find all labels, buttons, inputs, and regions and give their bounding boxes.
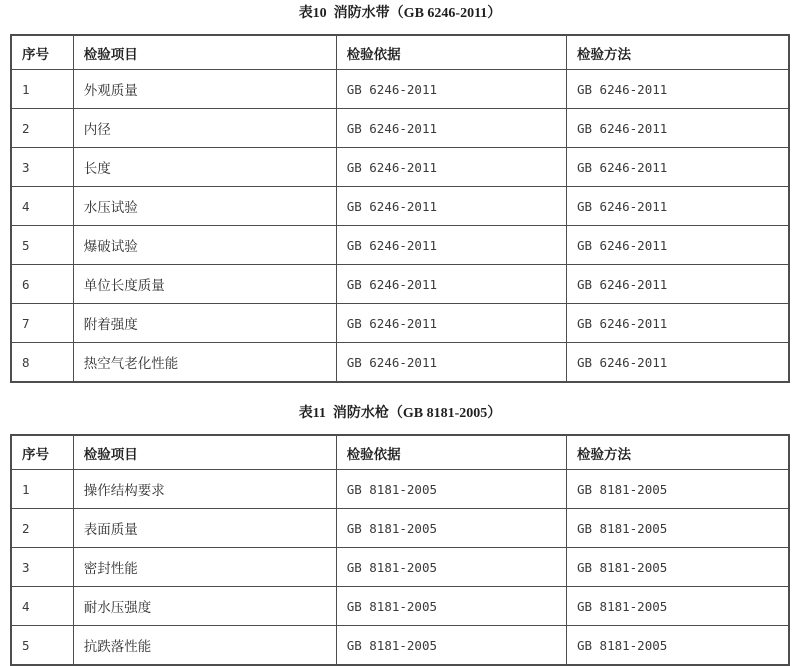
table-cell: GB 6246-2011 xyxy=(336,148,566,187)
table-row xyxy=(11,548,789,587)
table-cell: 2 xyxy=(11,509,73,548)
table-cell: GB 6246-2011 xyxy=(336,304,566,343)
table-cell: GB 8181-2005 xyxy=(336,626,566,666)
table-row xyxy=(11,509,789,548)
table-row xyxy=(11,109,789,148)
table-cell: 水压试验 xyxy=(73,187,336,226)
table-cell: GB 6246-2011 xyxy=(566,148,789,187)
table-cell: 外观质量 xyxy=(73,70,336,109)
table-cell: 附着强度 xyxy=(73,304,336,343)
table-cell: GB 8181-2005 xyxy=(336,470,566,509)
column-header: 检验依据 xyxy=(336,435,566,470)
table-cell: GB 6246-2011 xyxy=(336,70,566,109)
table-title: 表10 消防水带（GB 6246-2011） xyxy=(298,6,502,21)
table-cell: 单位长度质量 xyxy=(73,265,336,304)
column-header: 序号 xyxy=(11,35,73,70)
header-row xyxy=(11,435,789,470)
table-cell: GB 8181-2005 xyxy=(336,509,566,548)
table-cell: 1 xyxy=(11,470,73,509)
table-row xyxy=(11,226,789,265)
inspection-table-fire-hose xyxy=(10,34,790,383)
table-cell: GB 6246-2011 xyxy=(566,265,789,304)
table-cell: GB 6246-2011 xyxy=(566,226,789,265)
table-cell: 热空气老化性能 xyxy=(73,343,336,383)
table-row xyxy=(11,470,789,509)
table-cell: GB 6246-2011 xyxy=(336,109,566,148)
table-cell: GB 8181-2005 xyxy=(566,470,789,509)
table-cell: 2 xyxy=(11,109,73,148)
table-row xyxy=(11,626,789,666)
table-cell: GB 6246-2011 xyxy=(336,187,566,226)
table-cell: GB 8181-2005 xyxy=(336,548,566,587)
table-cell: 7 xyxy=(11,304,73,343)
table-row xyxy=(11,587,789,626)
table-cell: 密封性能 xyxy=(73,548,336,587)
table-cell: 操作结构要求 xyxy=(73,470,336,509)
table-cell: 抗跌落性能 xyxy=(73,626,336,666)
table-cell: GB 8181-2005 xyxy=(566,587,789,626)
table-cell: GB 8181-2005 xyxy=(336,587,566,626)
table-cell: GB 6246-2011 xyxy=(566,187,789,226)
table-row xyxy=(11,265,789,304)
column-header: 检验方法 xyxy=(566,435,789,470)
table-cell: GB 6246-2011 xyxy=(566,70,789,109)
table-cell: 8 xyxy=(11,343,73,383)
table-cell: GB 6246-2011 xyxy=(336,226,566,265)
table-row xyxy=(11,343,789,383)
header-row xyxy=(11,35,789,70)
table-cell: GB 6246-2011 xyxy=(566,304,789,343)
table-cell: 5 xyxy=(11,626,73,666)
table-cell: 表面质量 xyxy=(73,509,336,548)
table-cell: 内径 xyxy=(73,109,336,148)
table-cell: GB 8181-2005 xyxy=(566,626,789,666)
column-header: 检验项目 xyxy=(73,435,336,470)
column-header: 检验方法 xyxy=(566,35,789,70)
table-cell: GB 8181-2005 xyxy=(566,548,789,587)
table-cell: GB 6246-2011 xyxy=(336,343,566,383)
table-section-fire-nozzle xyxy=(10,405,790,666)
table-cell: GB 8181-2005 xyxy=(566,509,789,548)
table-cell: 1 xyxy=(11,70,73,109)
table-cell: 5 xyxy=(11,226,73,265)
table-cell: 爆破试验 xyxy=(73,226,336,265)
table-cell: GB 6246-2011 xyxy=(566,343,789,383)
table-cell: 6 xyxy=(11,265,73,304)
table-cell: 耐水压强度 xyxy=(73,587,336,626)
column-header: 检验依据 xyxy=(336,35,566,70)
table-cell: 3 xyxy=(11,548,73,587)
table-title: 表11 消防水枪（GB 8181-2005） xyxy=(298,406,502,421)
table-row xyxy=(11,187,789,226)
table-cell: GB 6246-2011 xyxy=(336,265,566,304)
table-row xyxy=(11,70,789,109)
column-header: 序号 xyxy=(11,435,73,470)
table-row xyxy=(11,304,789,343)
table-cell: GB 6246-2011 xyxy=(566,109,789,148)
inspection-table-fire-nozzle xyxy=(10,434,790,666)
table-cell: 3 xyxy=(11,148,73,187)
column-header: 检验项目 xyxy=(73,35,336,70)
table-cell: 长度 xyxy=(73,148,336,187)
table-row xyxy=(11,148,789,187)
table-cell: 4 xyxy=(11,587,73,626)
table-cell: 4 xyxy=(11,187,73,226)
table-section-fire-hose xyxy=(10,5,790,383)
